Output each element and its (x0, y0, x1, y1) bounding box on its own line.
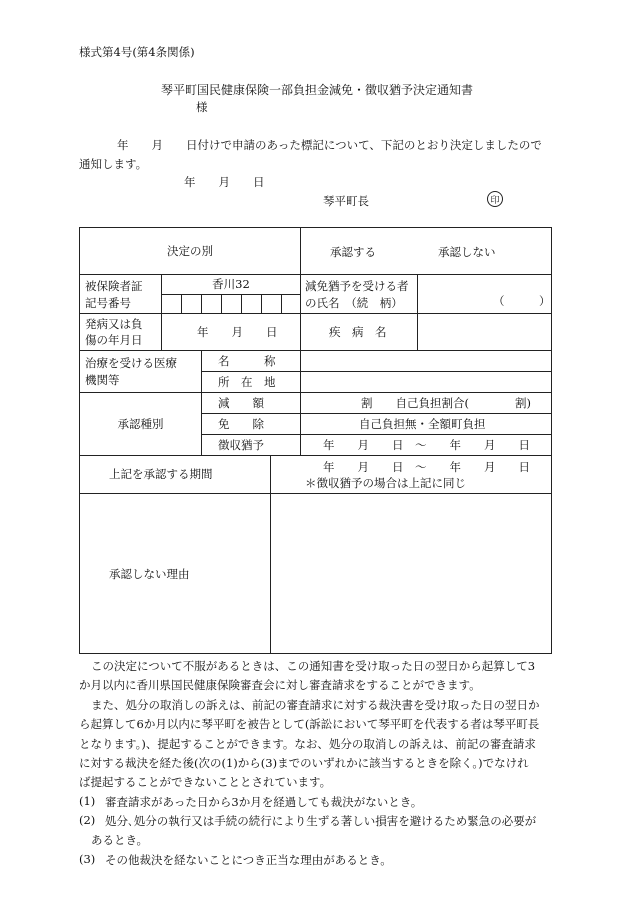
item-2-text-line2: あるとき。 (91, 833, 149, 847)
facility-label-1: 治療を受ける医療 (85, 356, 177, 370)
onset-label-1: 発病又は負 (85, 317, 143, 331)
onset-date[interactable]: 年 月 日 (197, 325, 278, 339)
deferral-label: 徴収猶予 (218, 438, 264, 452)
item-3-text: その他裁決を経ないことにつき正当な理由があるとき。 (105, 853, 392, 867)
form-number: 様式第4号(第4条関係) (79, 45, 195, 59)
facility-label-2: 機関等 (85, 373, 120, 387)
period-value[interactable]: 年 月 日 ～ 年 月 日 (323, 460, 530, 474)
facility-name-label: 名 称 (218, 354, 276, 368)
approve-option[interactable]: 承認する (330, 245, 376, 259)
deferral-period[interactable]: 年 月 日 ～ 年 月 日 (323, 438, 530, 452)
disease-label: 疾 病 名 (329, 325, 387, 339)
not-approve-option[interactable]: 承認しない (438, 245, 496, 259)
document-title: 琴平町国民健康保険一部負担金減免・徴収猶予決定通知書 (161, 83, 474, 97)
reduction-label: 減 額 (218, 396, 264, 410)
item-2-text-line1: 処分､処分の執行又は手続の続行により生ずる著しい損害を避けるため緊急の必要が (105, 814, 537, 828)
notice-p1-line1: この決定について不服があるときは、この通知書を受け取った日の翌日から起算して3 (91, 659, 536, 673)
notice-p2-line4: に対する裁決を経た後(次の(1)から(3)までのいずれかに該当するときを除く。)でなけれ (79, 756, 529, 770)
facility-address-label: 所 在 地 (218, 375, 276, 389)
period-label: 上記を承認する期間 (109, 467, 213, 481)
reduction-value[interactable]: 割 自己負担割合( 割) (361, 396, 531, 410)
addressee-suffix: 様 (196, 100, 208, 114)
approval-type-label: 承認種別 (117, 416, 164, 431)
notice-p2-line2: ら起算して6か月以内に琴平町を被告として(訴訟において琴平町を代表する者は琴平町長 (79, 717, 540, 731)
notice-p2-line5: ば提起することができないこととされています。 (79, 775, 332, 789)
item-1-number: (1) (79, 794, 96, 808)
exemption-label: 免 除 (218, 417, 264, 431)
notice-p2-line1: また、処分の取消しの訴えは、前記の審査請求に対する裁決書を受け取った日の翌日か (91, 698, 540, 712)
item-3-number: (3) (79, 852, 96, 866)
insured-label-2: 記号番号 (85, 296, 131, 310)
notice-p1-line2: か月以内に香川県国民健康保険審査会に対し審査請求をすることができます。 (79, 678, 481, 692)
exemption-value: 自己負担無・全額町負担 (359, 417, 486, 431)
recipient-label-2: の氏名 （続 柄） (305, 296, 403, 310)
insured-label-1: 被保険者証 (85, 279, 143, 293)
issuer-name: 琴平町長 (323, 194, 369, 208)
issue-date: 年 月 日 (184, 175, 265, 189)
onset-label-2: 傷の年月日 (85, 333, 143, 347)
relation-field[interactable]: （ ） (493, 294, 551, 308)
period-note: ＊徴収猶予の場合は上記に同じ (305, 476, 466, 490)
notice-p2-line3: となります。)、提起することができます。なお、処分の取消しの訴えは、前記の審査請求 (79, 737, 536, 751)
seal-mark: 印 (487, 191, 503, 207)
reason-field[interactable] (272, 494, 550, 652)
intro-line-1: 年 月 日付けで申請のあった標記について、下記のとおり決定しましたので (117, 138, 542, 152)
intro-line-2: 通知します。 (79, 157, 148, 171)
item-2-number: (2) (79, 813, 96, 827)
insured-symbol: 香川32 (212, 277, 250, 291)
recipient-label-1: 減免猶予を受ける者 (305, 279, 409, 293)
reason-label: 承認しない理由 (109, 567, 190, 581)
decision-label: 決定の別 (167, 243, 213, 258)
item-1-text: 審査請求があった日から3か月を経過しても裁決がないとき。 (105, 795, 423, 809)
